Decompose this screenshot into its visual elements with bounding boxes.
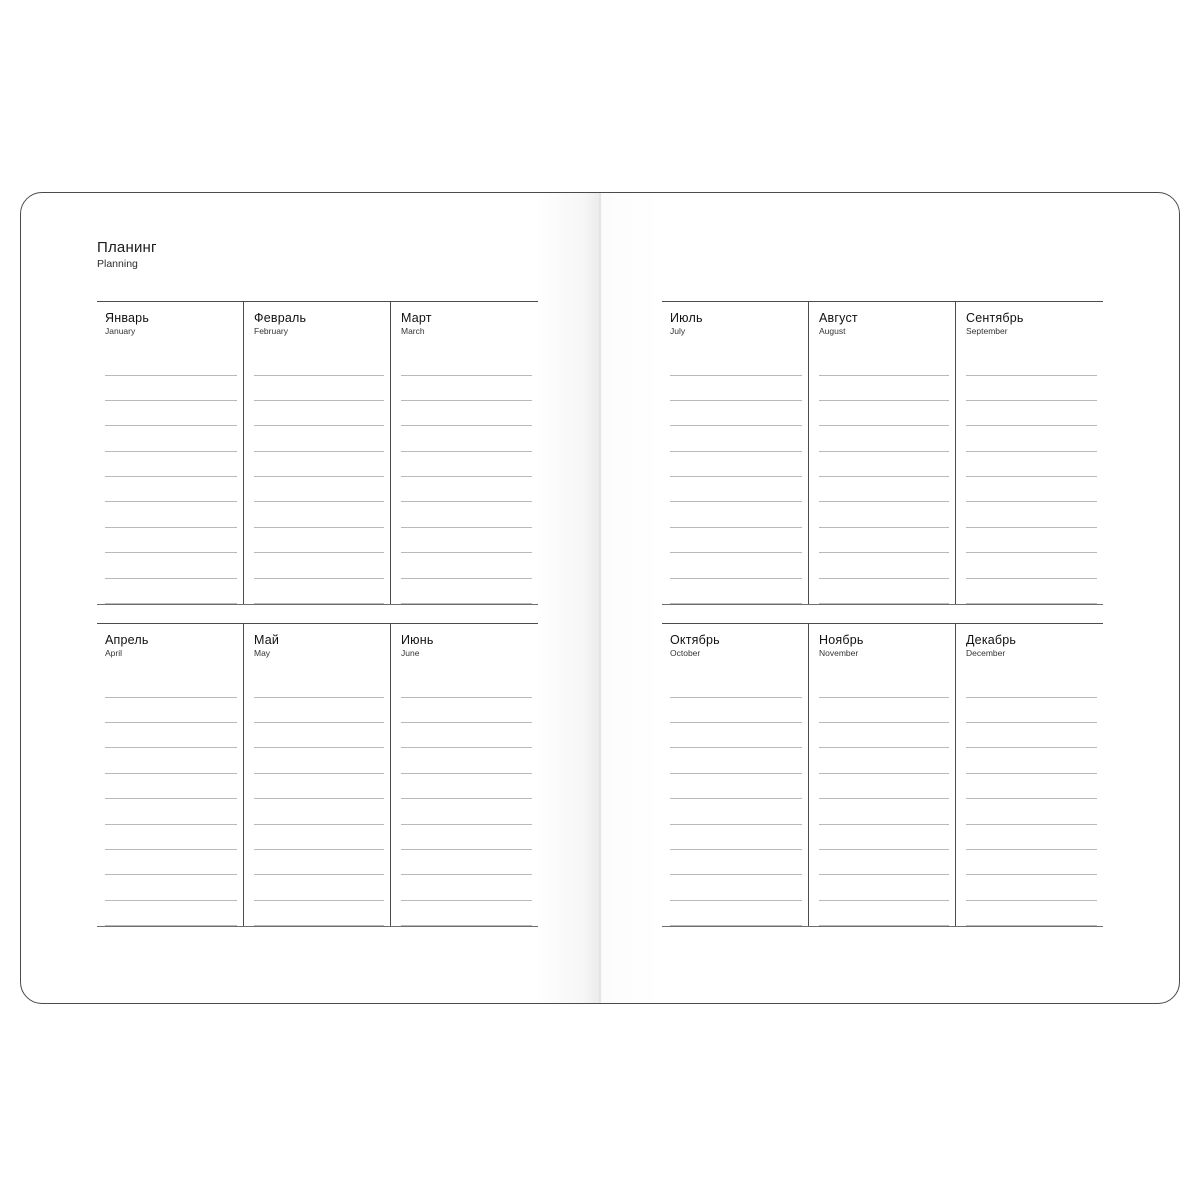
- writing-line[interactable]: [105, 799, 237, 824]
- writing-line[interactable]: [670, 528, 802, 553]
- writing-line[interactable]: [819, 553, 949, 578]
- writing-lines[interactable]: [391, 350, 538, 604]
- writing-line[interactable]: [254, 901, 384, 926]
- writing-lines[interactable]: [662, 672, 808, 926]
- writing-lines[interactable]: [809, 672, 955, 926]
- writing-line[interactable]: [254, 426, 384, 451]
- writing-line[interactable]: [670, 477, 802, 502]
- writing-line[interactable]: [670, 350, 802, 375]
- writing-line[interactable]: [966, 502, 1097, 527]
- writing-line[interactable]: [670, 401, 802, 426]
- writing-lines[interactable]: [809, 350, 955, 604]
- writing-line[interactable]: [105, 672, 237, 697]
- writing-line[interactable]: [966, 528, 1097, 553]
- writing-line[interactable]: [819, 477, 949, 502]
- writing-line[interactable]: [254, 698, 384, 723]
- month-name-english: December: [966, 648, 1006, 659]
- month-name-english: September: [966, 326, 1008, 337]
- writing-line[interactable]: [105, 723, 237, 748]
- writing-line[interactable]: [254, 748, 384, 773]
- writing-line[interactable]: [401, 774, 532, 799]
- writing-line[interactable]: [105, 502, 237, 527]
- writing-line[interactable]: [819, 825, 949, 850]
- writing-line[interactable]: [819, 426, 949, 451]
- writing-line[interactable]: [254, 376, 384, 401]
- month-row-q1: [97, 301, 538, 605]
- writing-line[interactable]: [819, 502, 949, 527]
- month-name-english: June: [401, 648, 420, 659]
- writing-line[interactable]: [401, 901, 532, 926]
- writing-line[interactable]: [401, 825, 532, 850]
- writing-line[interactable]: [105, 698, 237, 723]
- writing-line[interactable]: [966, 672, 1097, 697]
- writing-lines[interactable]: [391, 672, 538, 926]
- right-page-heading-spacer: [662, 239, 1103, 281]
- writing-line[interactable]: [670, 426, 802, 451]
- month-name-english: February: [254, 326, 289, 337]
- writing-lines[interactable]: [97, 350, 243, 604]
- writing-line[interactable]: [670, 875, 802, 900]
- writing-line[interactable]: [401, 875, 532, 900]
- writing-line[interactable]: [254, 850, 384, 875]
- writing-line[interactable]: [105, 579, 237, 604]
- writing-line[interactable]: [401, 579, 532, 604]
- writing-lines[interactable]: [956, 350, 1103, 604]
- month-block-june[interactable]: [391, 624, 538, 926]
- month-block-october[interactable]: [662, 624, 809, 926]
- writing-line[interactable]: [401, 748, 532, 773]
- writing-line[interactable]: [105, 774, 237, 799]
- writing-line[interactable]: [401, 350, 532, 375]
- writing-lines[interactable]: [244, 350, 390, 604]
- month-block-august[interactable]: [809, 302, 956, 604]
- writing-line[interactable]: [401, 376, 532, 401]
- writing-line[interactable]: [966, 426, 1097, 451]
- writing-lines[interactable]: [956, 672, 1103, 926]
- writing-line[interactable]: [819, 579, 949, 604]
- writing-line[interactable]: [819, 850, 949, 875]
- left-page: [21, 193, 600, 1003]
- writing-line[interactable]: [401, 401, 532, 426]
- month-block-april[interactable]: [97, 624, 244, 926]
- month-name: Июль: [670, 311, 703, 325]
- writing-lines[interactable]: [97, 672, 243, 926]
- writing-line[interactable]: [670, 774, 802, 799]
- writing-line[interactable]: [966, 553, 1097, 578]
- writing-lines[interactable]: [244, 672, 390, 926]
- month-block-november[interactable]: [809, 624, 956, 926]
- month-name: Октябрь: [670, 633, 720, 648]
- writing-line[interactable]: [819, 376, 949, 401]
- month-name: Ноябрь: [819, 633, 864, 648]
- writing-line[interactable]: [819, 672, 949, 697]
- month-name: Март: [401, 311, 432, 325]
- writing-line[interactable]: [819, 774, 949, 799]
- month-block-february[interactable]: [244, 302, 391, 604]
- writing-line[interactable]: [254, 502, 384, 527]
- writing-line[interactable]: [254, 477, 384, 502]
- writing-line[interactable]: [966, 401, 1097, 426]
- writing-line[interactable]: [670, 452, 802, 477]
- notebook-spread: [20, 192, 1180, 1004]
- writing-line[interactable]: [670, 723, 802, 748]
- month-row-q3: [662, 301, 1103, 605]
- writing-line[interactable]: [670, 748, 802, 773]
- writing-line[interactable]: [401, 426, 532, 451]
- writing-line[interactable]: [254, 825, 384, 850]
- month-name-english: October: [670, 648, 701, 659]
- writing-line[interactable]: [254, 672, 384, 697]
- writing-line[interactable]: [105, 553, 237, 578]
- writing-line[interactable]: [254, 875, 384, 900]
- writing-line[interactable]: [254, 528, 384, 553]
- month-name-english: March: [401, 326, 425, 337]
- month-name: Август: [819, 311, 858, 325]
- writing-line[interactable]: [401, 553, 532, 578]
- writing-line[interactable]: [401, 723, 532, 748]
- writing-line[interactable]: [401, 672, 532, 697]
- writing-line[interactable]: [254, 723, 384, 748]
- month-name-english: May: [254, 648, 271, 659]
- writing-line[interactable]: [105, 426, 237, 451]
- month-row-q4: [662, 623, 1103, 927]
- writing-line[interactable]: [401, 850, 532, 875]
- writing-line[interactable]: [819, 723, 949, 748]
- month-name: Февраль: [254, 311, 307, 325]
- month-name: Май: [254, 633, 280, 648]
- writing-line[interactable]: [401, 698, 532, 723]
- writing-line[interactable]: [401, 502, 532, 527]
- writing-line[interactable]: [670, 672, 802, 697]
- page-heading: [97, 239, 538, 281]
- month-block-march[interactable]: [391, 302, 538, 604]
- writing-line[interactable]: [401, 528, 532, 553]
- writing-line[interactable]: [966, 723, 1097, 748]
- page-title: Планинг: [97, 239, 157, 256]
- writing-line[interactable]: [966, 825, 1097, 850]
- month-name: Июнь: [401, 633, 434, 648]
- writing-line[interactable]: [966, 698, 1097, 723]
- month-block-january[interactable]: [97, 302, 244, 604]
- writing-line[interactable]: [254, 350, 384, 375]
- writing-line[interactable]: [401, 452, 532, 477]
- writing-line[interactable]: [670, 553, 802, 578]
- writing-line[interactable]: [966, 376, 1097, 401]
- writing-line[interactable]: [966, 850, 1097, 875]
- writing-line[interactable]: [670, 799, 802, 824]
- writing-line[interactable]: [105, 748, 237, 773]
- writing-line[interactable]: [670, 901, 802, 926]
- writing-line[interactable]: [105, 825, 237, 850]
- writing-line[interactable]: [105, 528, 237, 553]
- writing-line[interactable]: [819, 452, 949, 477]
- writing-line[interactable]: [105, 477, 237, 502]
- writing-line[interactable]: [670, 502, 802, 527]
- month-row-q2: [97, 623, 538, 927]
- writing-line[interactable]: [966, 748, 1097, 773]
- writing-line[interactable]: [254, 452, 384, 477]
- writing-line[interactable]: [819, 401, 949, 426]
- writing-line[interactable]: [670, 850, 802, 875]
- writing-line[interactable]: [670, 579, 802, 604]
- writing-line[interactable]: [105, 850, 237, 875]
- writing-lines[interactable]: [662, 350, 808, 604]
- writing-line[interactable]: [819, 350, 949, 375]
- writing-line[interactable]: [105, 350, 237, 375]
- writing-line[interactable]: [966, 875, 1097, 900]
- month-name-english: January: [105, 326, 136, 337]
- writing-line[interactable]: [254, 553, 384, 578]
- writing-line[interactable]: [105, 401, 237, 426]
- writing-line[interactable]: [966, 350, 1097, 375]
- month-name-english: August: [819, 326, 846, 337]
- writing-line[interactable]: [819, 901, 949, 926]
- writing-line[interactable]: [254, 579, 384, 604]
- writing-line[interactable]: [966, 452, 1097, 477]
- writing-line[interactable]: [966, 477, 1097, 502]
- right-page: [600, 193, 1179, 1003]
- writing-line[interactable]: [105, 452, 237, 477]
- writing-line[interactable]: [254, 799, 384, 824]
- writing-line[interactable]: [670, 825, 802, 850]
- writing-line[interactable]: [401, 799, 532, 824]
- writing-line[interactable]: [819, 698, 949, 723]
- month-name: Апрель: [105, 633, 149, 648]
- page-subtitle: Planning: [97, 258, 138, 271]
- writing-line[interactable]: [670, 698, 802, 723]
- writing-line[interactable]: [105, 376, 237, 401]
- writing-line[interactable]: [819, 875, 949, 900]
- month-block-may[interactable]: [244, 624, 391, 926]
- writing-line[interactable]: [401, 477, 532, 502]
- writing-line[interactable]: [966, 901, 1097, 926]
- writing-line[interactable]: [105, 875, 237, 900]
- month-block-july[interactable]: [662, 302, 809, 604]
- writing-line[interactable]: [254, 774, 384, 799]
- month-name: Январь: [105, 311, 150, 325]
- writing-line[interactable]: [819, 799, 949, 824]
- month-name-english: July: [670, 326, 686, 337]
- month-block-december[interactable]: [956, 624, 1103, 926]
- month-name: Декабрь: [966, 633, 1017, 648]
- writing-line[interactable]: [670, 376, 802, 401]
- month-name-english: April: [105, 648, 123, 659]
- writing-line[interactable]: [819, 528, 949, 553]
- month-name: Сентябрь: [966, 311, 1024, 325]
- writing-line[interactable]: [819, 748, 949, 773]
- writing-line[interactable]: [105, 901, 237, 926]
- writing-line[interactable]: [966, 579, 1097, 604]
- month-name-english: November: [819, 648, 859, 659]
- writing-line[interactable]: [966, 799, 1097, 824]
- month-block-september[interactable]: [956, 302, 1103, 604]
- writing-line[interactable]: [254, 401, 384, 426]
- writing-line[interactable]: [966, 774, 1097, 799]
